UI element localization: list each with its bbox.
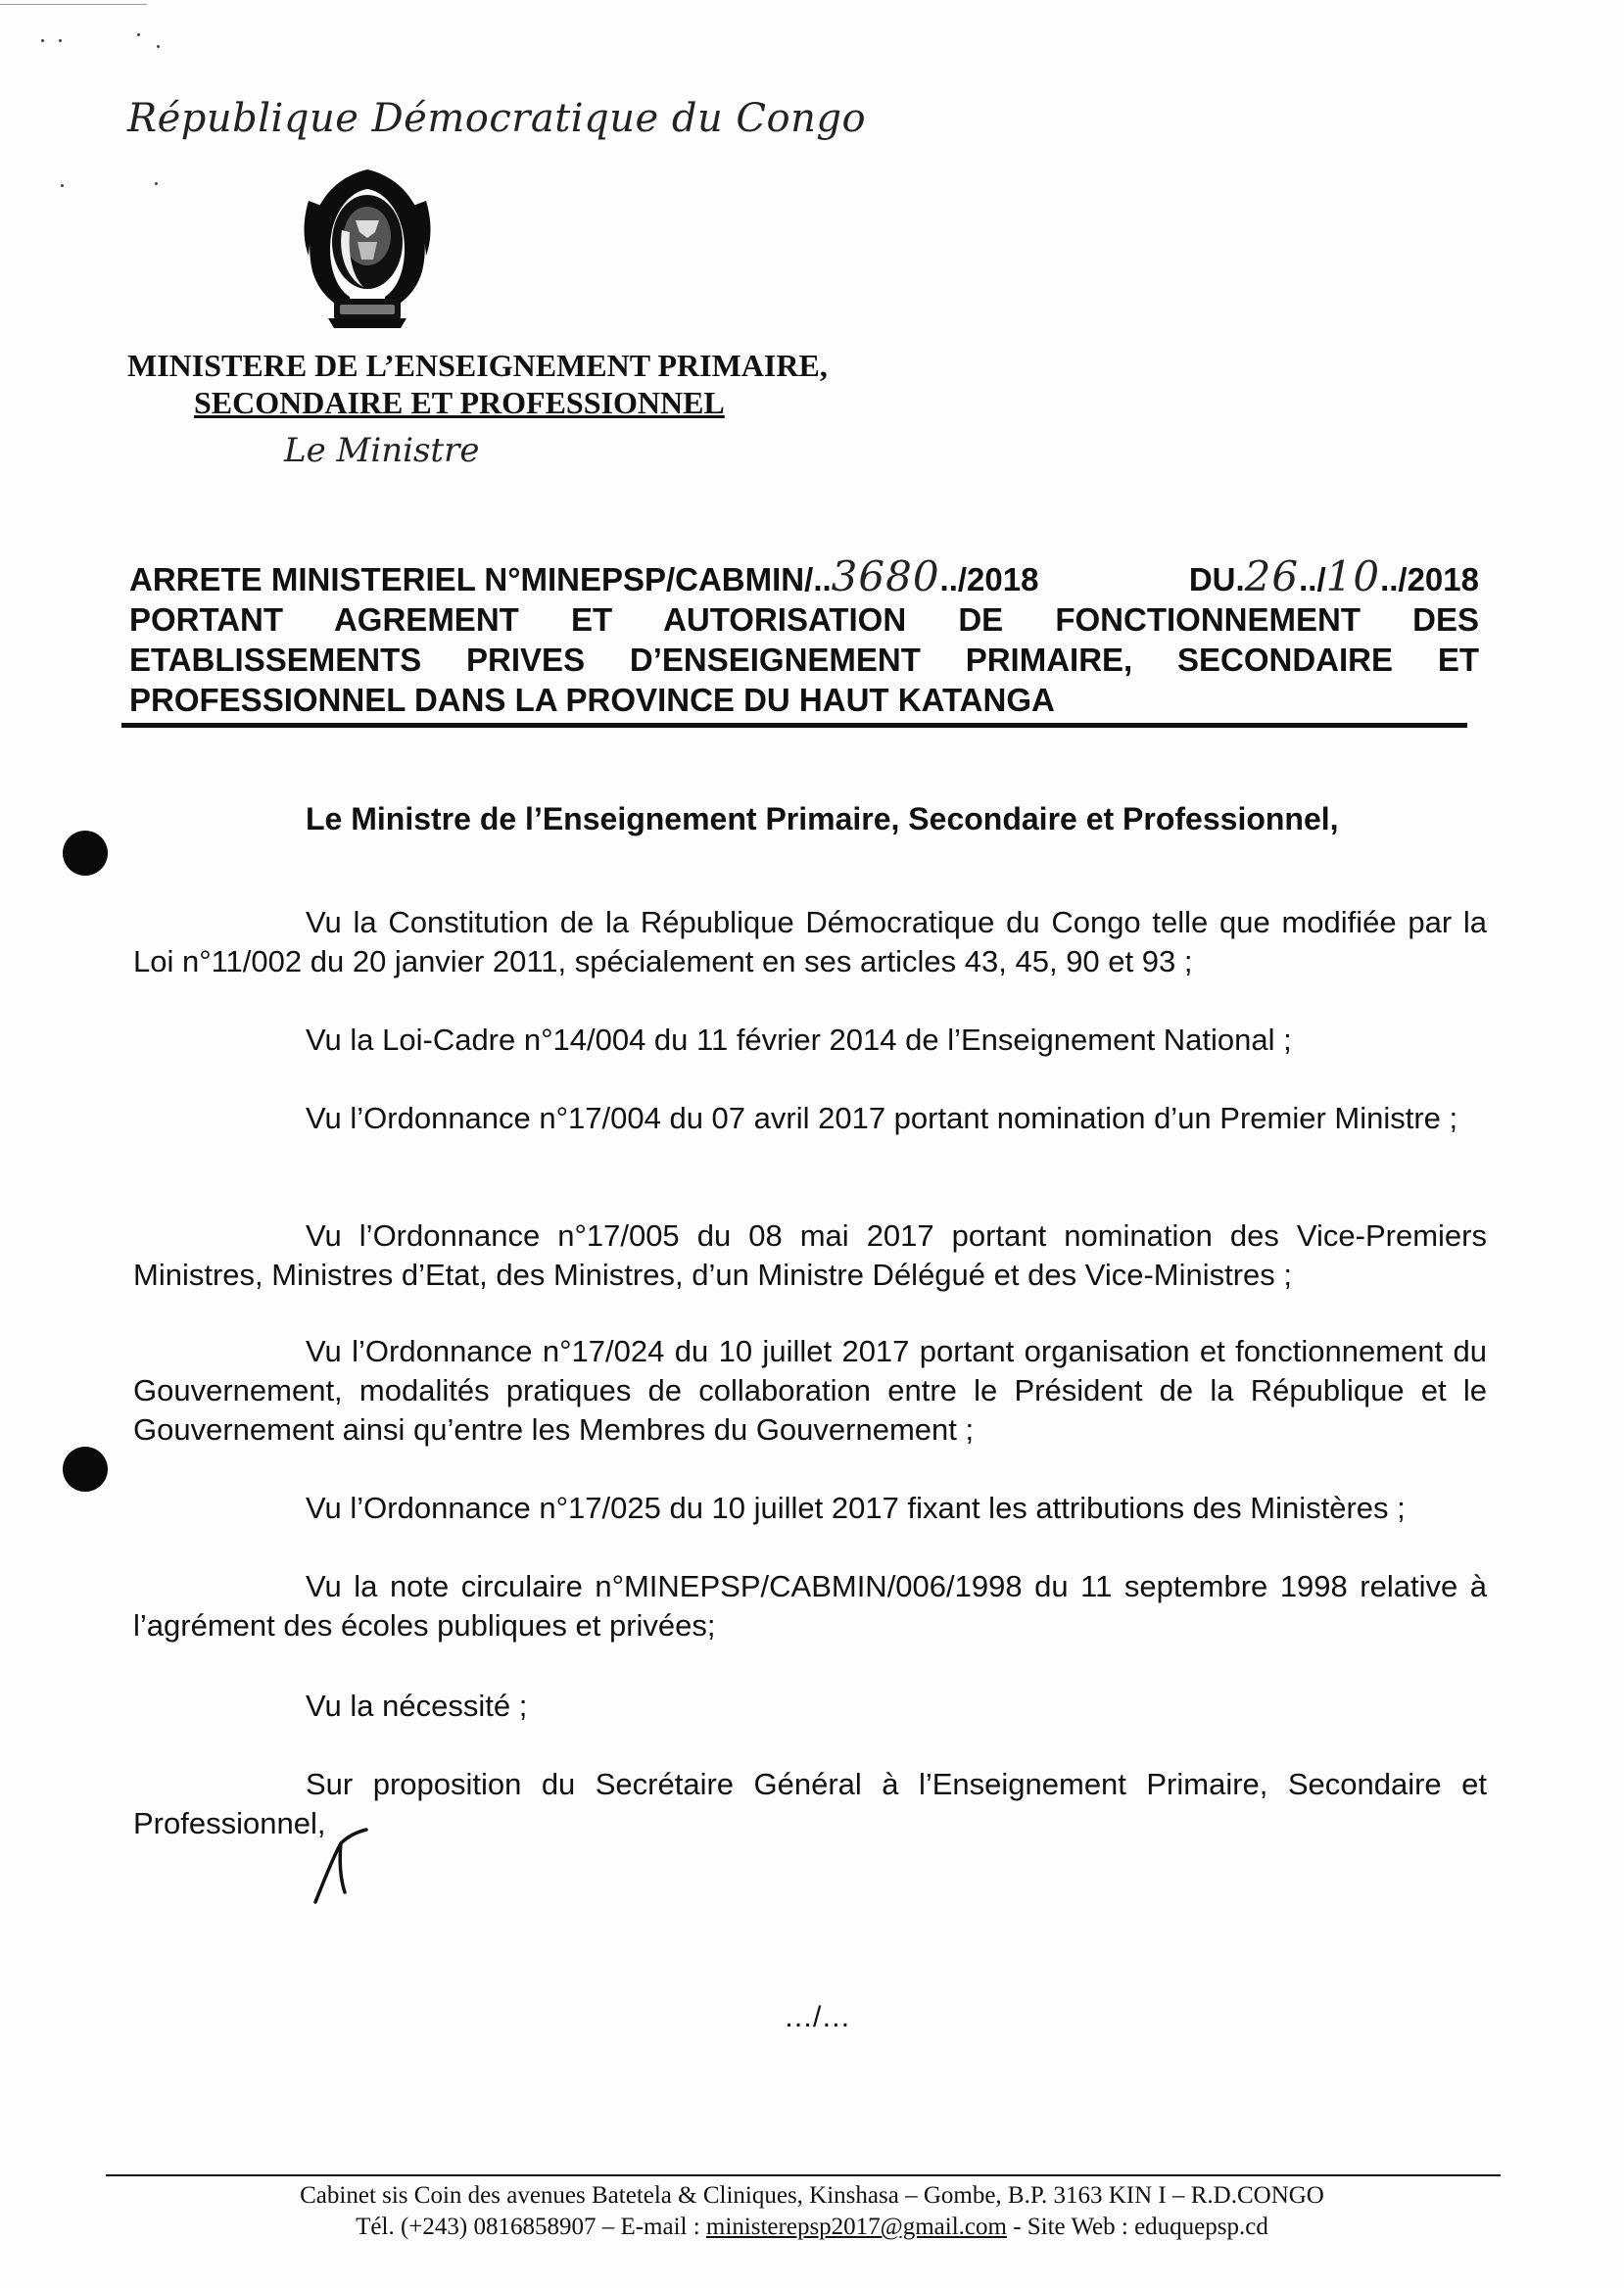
footer-email-link[interactable]: ministerepsp2017@gmail.com — [705, 2214, 1007, 2240]
punch-hole-mark — [63, 1447, 108, 1492]
paragraph-text: Sur proposition du Secrétaire Général à l’Enseignement Primaire, Secondaire et Professionnel, — [133, 1767, 1487, 1840]
scan-speck — [59, 39, 62, 42]
paragraph — [133, 1099, 1487, 1138]
arrete-line1-right — [1188, 552, 1479, 600]
footer-address: Cabinet sis Coin des avenues Batetela & Cliniques, Kinshasa – Gombe, B.P. 3163 KIN I – R.D.CONGO — [300, 2182, 1324, 2209]
minister-heading: Le Ministre de l’Enseignement Primaire, Secondaire et Professionnel, — [306, 801, 1339, 836]
paragraph-text: Vu la Loi-Cadre n°14/004 du 11 février 2014 de l’Enseignement National ; — [306, 1023, 1292, 1057]
title-divider — [121, 723, 1467, 728]
arrete-line3: ETABLISSEMENTS PRIVES D’ENSEIGNEMENT PRIMAIRE, SECONDAIRE ET — [129, 642, 1479, 678]
footer-divider — [106, 2174, 1501, 2176]
scan-speck — [41, 39, 44, 42]
paragraph-text: Vu l’Ordonnance n°17/004 du 07 avril 2017 portant nomination d’un Premier Ministre ; — [306, 1101, 1458, 1135]
footer-website: - Site Web : eduquepsp.cd — [1006, 2214, 1268, 2240]
paragraph — [133, 1687, 1487, 1726]
paragraph — [133, 1216, 1487, 1295]
arrete-line4: PROFESSIONNEL DANS LA PROVINCE DU HAUT KATANGA — [129, 682, 1055, 718]
date-year: ../2018 — [1380, 561, 1479, 597]
arrete-line1-left — [129, 552, 1039, 600]
scan-speck — [137, 33, 140, 36]
paragraph-text: Vu l’Ordonnance n°17/025 du 10 juillet 2017 fixant les attributions des Ministères ; — [306, 1491, 1406, 1525]
paragraph-text: Vu la note circulaire n°MINEPSP/CABMIN/006/1998 du 11 septembre 1998 relative à l’agrément des écoles publiques et privées; — [133, 1569, 1487, 1643]
coat-of-arms-icon — [299, 162, 436, 333]
arrete-line2: PORTANT AGREMENT ET AUTORISATION DE FONCTIONNEMENT DES — [129, 601, 1479, 638]
paragraph-text: Vu l’Ordonnance n°17/005 du 08 mai 2017 portant nomination des Vice-Premiers Ministres, Ministres d’Etat, des Ministres, d’un Ministre Délégué et des Vice-Ministres ; — [133, 1218, 1487, 1292]
country-name: République Démocratique du Congo — [127, 96, 867, 141]
paragraph-text: Vu la Constitution de la République Démocratique du Congo telle que modifiée par la Loi n°11/002 du 20 janvier 2011, spécialement en ses articles 43, 45, 90 et 93 ; — [133, 905, 1487, 978]
ministry-name-line1: MINISTERE DE L’ENSEIGNEMENT PRIMAIRE, — [127, 348, 828, 383]
arrete-title-block — [129, 552, 1479, 720]
minister-title: Le Ministre — [284, 431, 480, 470]
scan-artifact-line — [0, 4, 147, 5]
footer-phone: Tél. (+243) 0816858907 – E-mail : — [356, 2214, 706, 2240]
handwritten-month: 10 — [1325, 552, 1381, 600]
scan-speck — [157, 45, 160, 48]
paragraph — [133, 1567, 1487, 1645]
punch-hole-mark — [63, 831, 108, 876]
paragraph-text: Vu la nécessité ; — [306, 1689, 528, 1723]
handwritten-day: 26 — [1244, 552, 1300, 600]
ministry-name-line2: SECONDAIRE ET PROFESSIONNEL — [194, 385, 725, 420]
arrete-year: ../2018 — [939, 561, 1039, 597]
paragraph — [133, 903, 1487, 981]
scan-speck — [61, 184, 64, 187]
scan-speck — [155, 182, 158, 185]
arrete-dots: .. — [813, 561, 832, 597]
page-continuation: …/… — [784, 2001, 851, 2033]
handwritten-arrete-number: 3680 — [831, 552, 940, 600]
paragraph — [133, 1021, 1487, 1060]
date-separator: ../ — [1299, 561, 1326, 597]
paragraph — [133, 1489, 1487, 1528]
arrete-prefix: ARRETE MINISTERIEL N°MINEPSP/CABMIN/ — [129, 561, 814, 597]
arrete-date-label: DU. — [1188, 561, 1245, 597]
paragraph-text: Vu l’Ordonnance n°17/024 du 10 juillet 2017 portant organisation et fonctionnement du Gouvernement, modalités pratiques de collaboration entre le Président de la République et le Gouvernement ainsi qu’entre les Membres du Gouvernement ; — [133, 1334, 1487, 1447]
arrete-line1 — [129, 552, 1479, 600]
handwritten-initial-icon — [311, 1828, 370, 1906]
paragraph — [133, 1332, 1487, 1450]
footer-contact — [0, 2214, 1624, 2241]
